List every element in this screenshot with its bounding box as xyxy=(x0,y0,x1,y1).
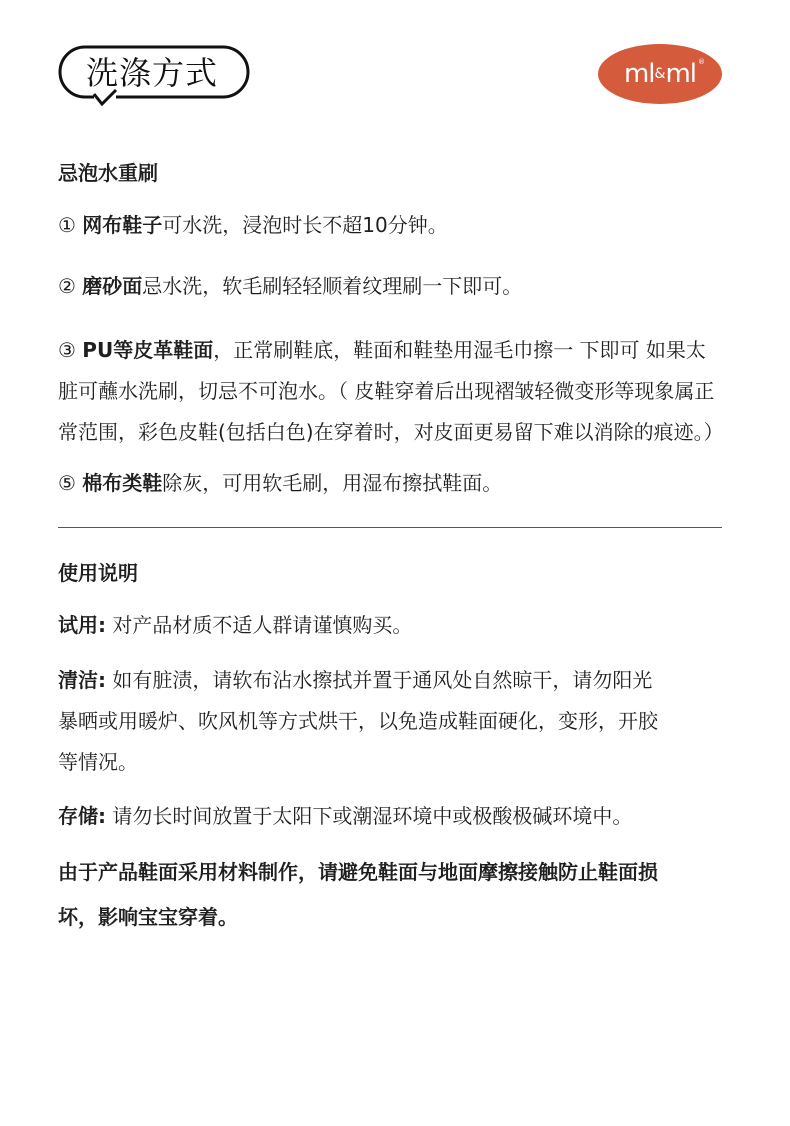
washing-item-1: ① 网布鞋子可水洗，浸泡时长不超10分钟。 xyxy=(58,213,448,237)
usage-item-storage: 存储: 请勿长时间放置于太阳下或潮湿环境中或极酸极碱环境中。 xyxy=(58,804,633,828)
usage-section-title: 使用说明 xyxy=(58,561,138,585)
washing-item-3: ③ PU等皮革鞋面，正常刷鞋底，鞋面和鞋垫用湿毛巾擦一 下即可 如果太脏可蘸水洗刷，切忌不可泡水。（ 皮鞋穿着后出现褶皱轻微变形等现象属正常范围，彩色皮鞋(包括白色)在穿着时，对皮面更易留下难以消除的痕迹。） xyxy=(58,338,724,444)
usage-section xyxy=(58,558,722,940)
main-content xyxy=(58,158,722,940)
washing-section-title: 忌泡水重刷 xyxy=(58,161,158,185)
washing-item-2: ② 磨砂面忌水洗，软毛刷轻轻顺着纹理刷一下即可。 xyxy=(58,274,523,298)
washing-item-5: ⑤ 棉布类鞋除灰，可用软毛刷，用湿布擦拭鞋面。 xyxy=(58,471,503,495)
header-badge xyxy=(58,44,250,108)
brand-logo xyxy=(598,44,722,104)
section-divider xyxy=(58,527,722,528)
usage-item-cleaning: 清洁: 如有脏渍，请软布沾水擦拭并置于通风处自然晾干，请勿阳光暴晒或用暖炉、吹风机等方式烘干，以免造成鞋面硬化，变形，开胶等情况。 xyxy=(58,668,658,774)
registered-mark: ® xyxy=(698,58,705,66)
usage-item-trial: 试用: 对产品材质不适人群请谨慎购买。 xyxy=(58,613,413,637)
page-title: 洗涤方式 xyxy=(86,54,219,92)
logo-text: ml&ml xyxy=(623,59,697,89)
usage-note: 由于产品鞋面采用材料制作，请避免鞋面与地面摩擦接触防止鞋面损坏，影响宝宝穿着。 xyxy=(58,860,658,929)
